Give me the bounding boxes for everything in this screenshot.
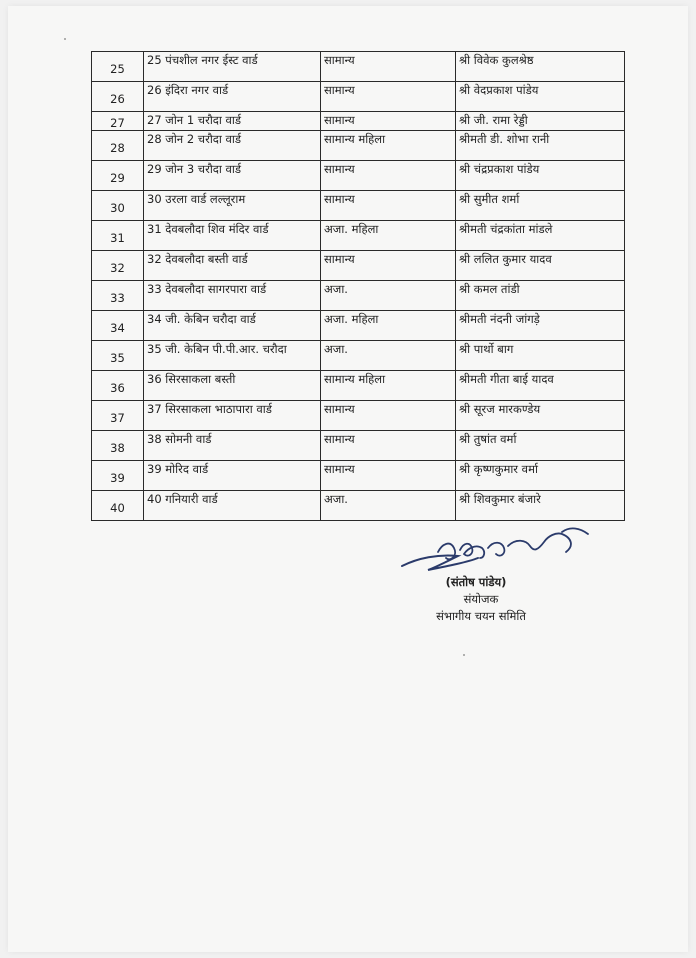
document-page — [8, 6, 688, 952]
table-row — [92, 131, 625, 161]
serial-number: 25 — [92, 52, 144, 82]
table-row — [92, 371, 625, 401]
member-name: श्री पार्थो बाग — [456, 341, 625, 371]
member-name: श्रीमती चंद्रकांता मांडले — [456, 221, 625, 251]
member-name: श्री कमल तांडी — [456, 281, 625, 311]
reservation-category: सामान्य — [321, 401, 456, 431]
signatory-block — [406, 574, 556, 625]
table-row — [92, 341, 625, 371]
table-row — [92, 161, 625, 191]
ward-name: 28 जोन 2 चरौदा वार्ड — [144, 131, 321, 161]
ward-name: 35 जी. केबिन पी.पी.आर. चरौदा — [144, 341, 321, 371]
table-row — [92, 461, 625, 491]
ward-name: 36 सिरसाकला बस्ती — [144, 371, 321, 401]
serial-number: 37 — [92, 401, 144, 431]
ward-name: 31 देवबलौदा शिव मंदिर वार्ड — [144, 221, 321, 251]
handwritten-signature — [398, 518, 598, 580]
ward-reservation-table — [91, 51, 625, 521]
reservation-category: अजा. — [321, 491, 456, 521]
serial-number: 28 — [92, 131, 144, 161]
serial-number: 27 — [92, 112, 144, 131]
member-name: श्री वेदप्रकाश पांडेय — [456, 82, 625, 112]
serial-number: 33 — [92, 281, 144, 311]
serial-number: 26 — [92, 82, 144, 112]
signatory-committee: संभागीय चयन समिति — [436, 609, 526, 623]
reservation-category: सामान्य — [321, 191, 456, 221]
serial-number: 40 — [92, 491, 144, 521]
serial-number: 34 — [92, 311, 144, 341]
ward-name: 25 पंचशील नगर ईस्ट वार्ड — [144, 52, 321, 82]
reservation-category: सामान्य — [321, 82, 456, 112]
reservation-category: सामान्य — [321, 251, 456, 281]
member-name: श्री सुमीत शर्मा — [456, 191, 625, 221]
signatory-designation: संयोजक — [463, 592, 499, 606]
member-name: श्री कृष्णकुमार वर्मा — [456, 461, 625, 491]
ward-name: 37 सिरसाकला भाठापारा वार्ड — [144, 401, 321, 431]
serial-number: 31 — [92, 221, 144, 251]
scan-speck — [463, 654, 465, 656]
member-name: श्रीमती डी. शोभा रानी — [456, 131, 625, 161]
serial-number: 38 — [92, 431, 144, 461]
member-name: श्री जी. रामा रेड्डी — [456, 112, 625, 131]
table-row — [92, 112, 625, 131]
member-name: श्रीमती नंदनी जांगड़े — [456, 311, 625, 341]
table-row — [92, 401, 625, 431]
reservation-category: अजा. — [321, 341, 456, 371]
signatory-name: (संतोष पांडेय) — [445, 575, 507, 589]
scan-speck — [64, 38, 66, 40]
ward-name: 27 जोन 1 चरौदा वार्ड — [144, 112, 321, 131]
table-row — [92, 281, 625, 311]
serial-number: 29 — [92, 161, 144, 191]
ward-name: 33 देवबलौदा सागरपारा वार्ड — [144, 281, 321, 311]
reservation-category: अजा. महिला — [321, 221, 456, 251]
member-name: श्री शिवकुमार बंजारे — [456, 491, 625, 521]
reservation-category: अजा. — [321, 281, 456, 311]
table-row — [92, 52, 625, 82]
table-row — [92, 191, 625, 221]
serial-number: 30 — [92, 191, 144, 221]
reservation-category: अजा. महिला — [321, 311, 456, 341]
member-name: श्रीमती गीता बाई यादव — [456, 371, 625, 401]
reservation-category: सामान्य — [321, 461, 456, 491]
table-row — [92, 251, 625, 281]
ward-name: 38 सोमनी वार्ड — [144, 431, 321, 461]
reservation-category: सामान्य — [321, 161, 456, 191]
ward-name: 32 देवबलौदा बस्ती वार्ड — [144, 251, 321, 281]
serial-number: 35 — [92, 341, 144, 371]
ward-name: 40 गनियारी वार्ड — [144, 491, 321, 521]
ward-name: 30 उरला वार्ड लल्लूराम — [144, 191, 321, 221]
member-name: श्री चंद्रप्रकाश पांडेय — [456, 161, 625, 191]
ward-name: 26 इंदिरा नगर वार्ड — [144, 82, 321, 112]
ward-name: 34 जी. केबिन चरौदा वार्ड — [144, 311, 321, 341]
table-row — [92, 311, 625, 341]
reservation-category: सामान्य — [321, 112, 456, 131]
serial-number: 36 — [92, 371, 144, 401]
member-name: श्री तुषांत वर्मा — [456, 431, 625, 461]
reservation-category: सामान्य महिला — [321, 131, 456, 161]
member-name: श्री ललित कुमार यादव — [456, 251, 625, 281]
serial-number: 39 — [92, 461, 144, 491]
member-name: श्री सूरज मारकण्डेय — [456, 401, 625, 431]
table-row — [92, 491, 625, 521]
reservation-category: सामान्य — [321, 52, 456, 82]
ward-name: 39 मोरिद वार्ड — [144, 461, 321, 491]
ward-name: 29 जोन 3 चरौदा वार्ड — [144, 161, 321, 191]
member-name: श्री विवेक कुलश्रेष्ठ — [456, 52, 625, 82]
table-row — [92, 82, 625, 112]
reservation-category: सामान्य — [321, 431, 456, 461]
reservation-category: सामान्य महिला — [321, 371, 456, 401]
table-row — [92, 221, 625, 251]
table-row — [92, 431, 625, 461]
serial-number: 32 — [92, 251, 144, 281]
